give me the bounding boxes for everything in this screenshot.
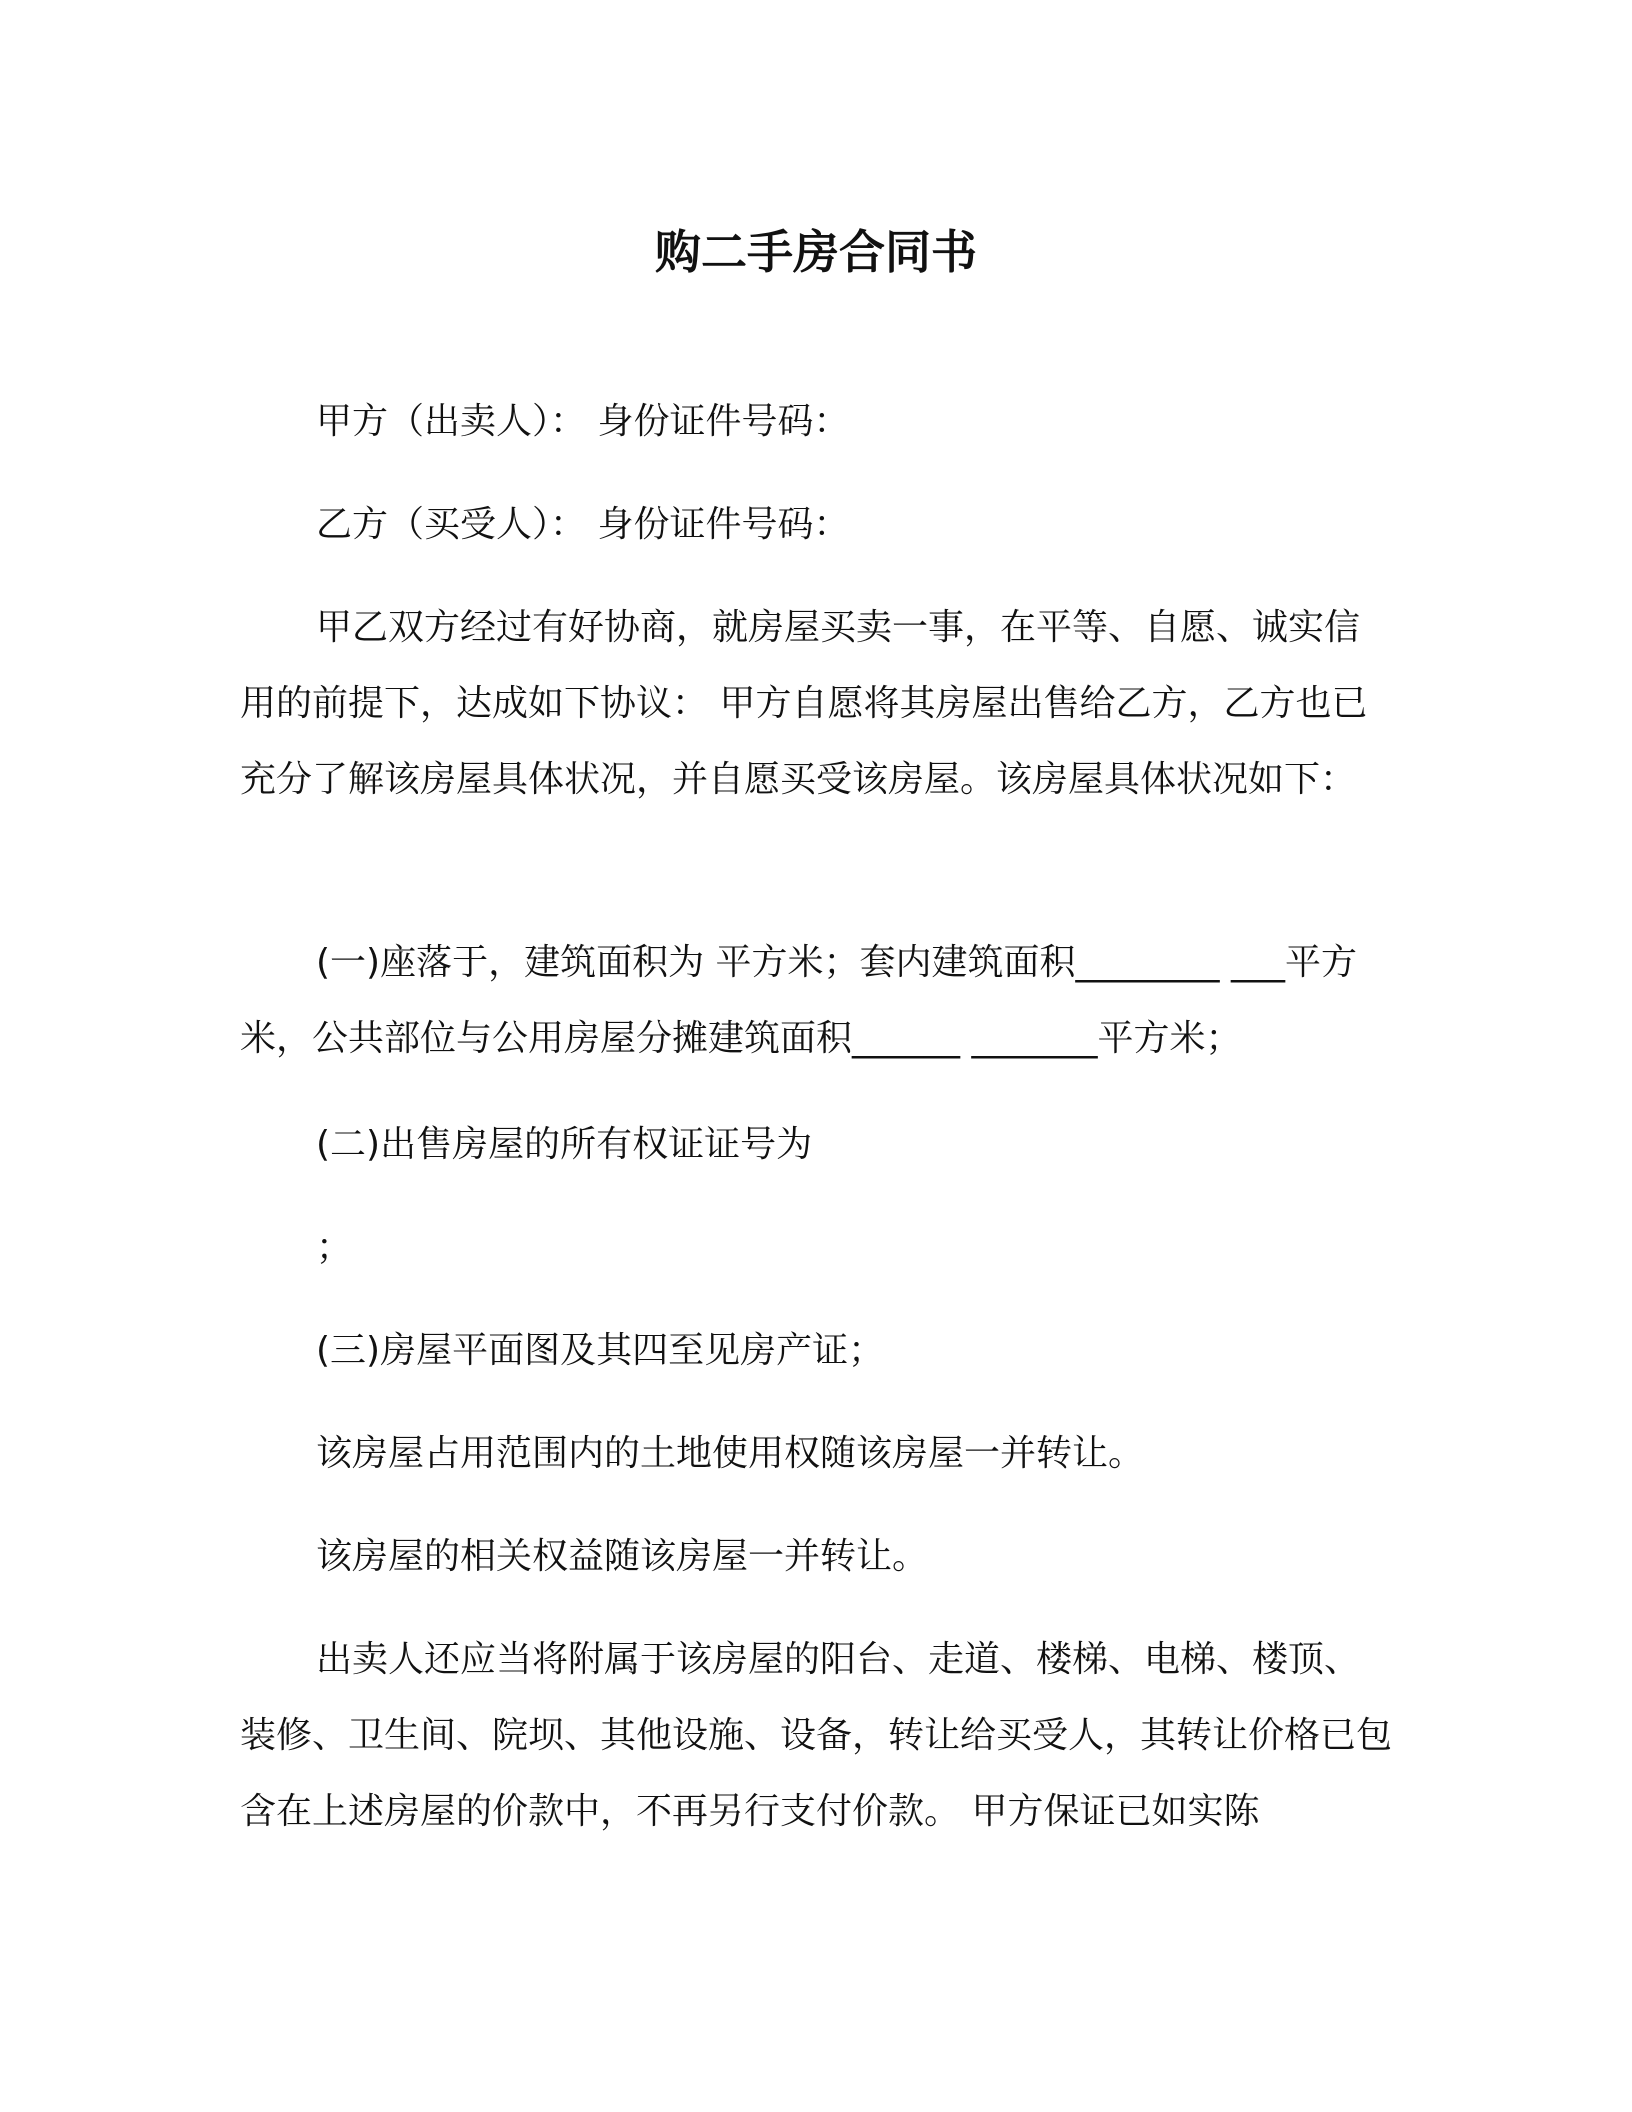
land-use-line: 该房屋占用范围内的土地使用权随该房屋一并转让。 (316, 1433, 1145, 1474)
rights-line: 该房屋的相关权益随该房屋一并转让。 (316, 1536, 929, 1577)
party-a-line: 甲方（出卖人）： 身份证件号码： (316, 401, 850, 442)
item-two-line: (二)出售房屋的所有权证证号为 (316, 1124, 813, 1165)
party-b-line: 乙方（买受人）： 身份证件号码： (316, 504, 850, 545)
attachments-paragraph: 出卖人还应当将附属于该房屋的阳台、走道、楼梯、电梯、楼顶、装修、卫生间、院坝、其他设施、设备，转让给买受人，其转让价格已包含在上述房屋的价款中，不再另行支付价款。 甲方保证已如实陈 (240, 1639, 1393, 1832)
document-title: 购二手房合同书 (655, 225, 977, 279)
item-one-paragraph: (一)座落于，建筑面积为 平方米；套内建筑面积________ ___平方米，公共部位与公用房屋分摊建筑面积______ _______平方米； (240, 942, 1357, 1059)
item-three-line: (三)房屋平面图及其四至见房产证； (316, 1330, 885, 1371)
item-two-end: ； (316, 1227, 353, 1268)
intro-paragraph: 甲乙双方经过有好协商，就房屋买卖一事，在平等、自愿、诚实信用的前提下，达成如下协议： 甲方自愿将其房屋出售给乙方，乙方也已充分了解该房屋具体状况，并自愿买受该房屋。该房屋具体状况如下： (240, 607, 1368, 800)
